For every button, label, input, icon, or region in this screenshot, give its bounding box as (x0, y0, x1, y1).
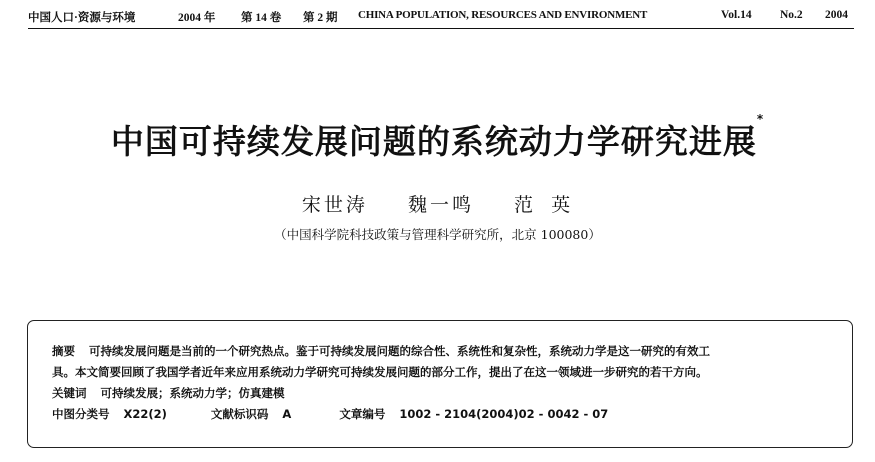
classification-line (52, 404, 832, 425)
author-name: 宋世涛 (301, 194, 368, 216)
article-no-label: 文章编号 (339, 407, 386, 421)
journal-name-cn: 中国人口·资源与环境 (28, 12, 136, 24)
header-rule (28, 28, 854, 29)
journal-no-en: No.2 (780, 9, 803, 21)
journal-year-en: 2004 (825, 9, 848, 21)
clc-label: 中图分类号 (52, 407, 110, 421)
abstract-line (52, 341, 832, 362)
abstract-content (52, 341, 832, 425)
author-affiliation: （中国科学院科技政策与管理科学研究所，北京 100080） (274, 227, 601, 242)
keywords-text: 可持续发展；系统动力学；仿真建模 (100, 386, 285, 400)
abstract-text-1: 可持续发展问题是当前的一个研究热点。鉴于可持续发展问题的综合性、系统性和复杂性，系统动力学是这一研究的有效工 (89, 344, 710, 358)
journal-year: 2004 年 (178, 12, 216, 24)
doc-code-label: 文献标识码 (210, 407, 269, 421)
keywords-label: 关键词 (52, 386, 87, 400)
author-name: 范 英 (514, 194, 574, 216)
author-name: 魏一鸣 (407, 194, 474, 216)
title-text: 中国可持续发展问题的系统动力学研究进展 (110, 122, 757, 161)
article-no-value: 1002 - 2104(2004)02 - 0042 - 07 (399, 407, 609, 421)
journal-volume: 第 14 卷 (241, 12, 282, 24)
article-title (0, 112, 875, 163)
doc-code-value: A (282, 407, 292, 421)
abstract-box (27, 320, 853, 448)
clc-value: X22(2) (123, 407, 167, 421)
keywords-line (52, 383, 832, 404)
abstract-line (52, 362, 832, 383)
abstract-label: 摘要 (52, 344, 75, 358)
journal-vol-en: Vol.14 (721, 9, 752, 21)
journal-name-en: CHINA POPULATION, RESOURCES AND ENVIRONMENT (358, 9, 648, 21)
title-footnote-mark: * (756, 112, 765, 126)
journal-issue: 第 2 期 (303, 12, 338, 24)
author-list (0, 190, 875, 217)
abstract-text-2: 具。本文简要回顾了我国学者近年来应用系统动力学研究可持续发展问题的部分工作，提出了在这一领域进一步研究的若干方向。 (52, 365, 708, 379)
